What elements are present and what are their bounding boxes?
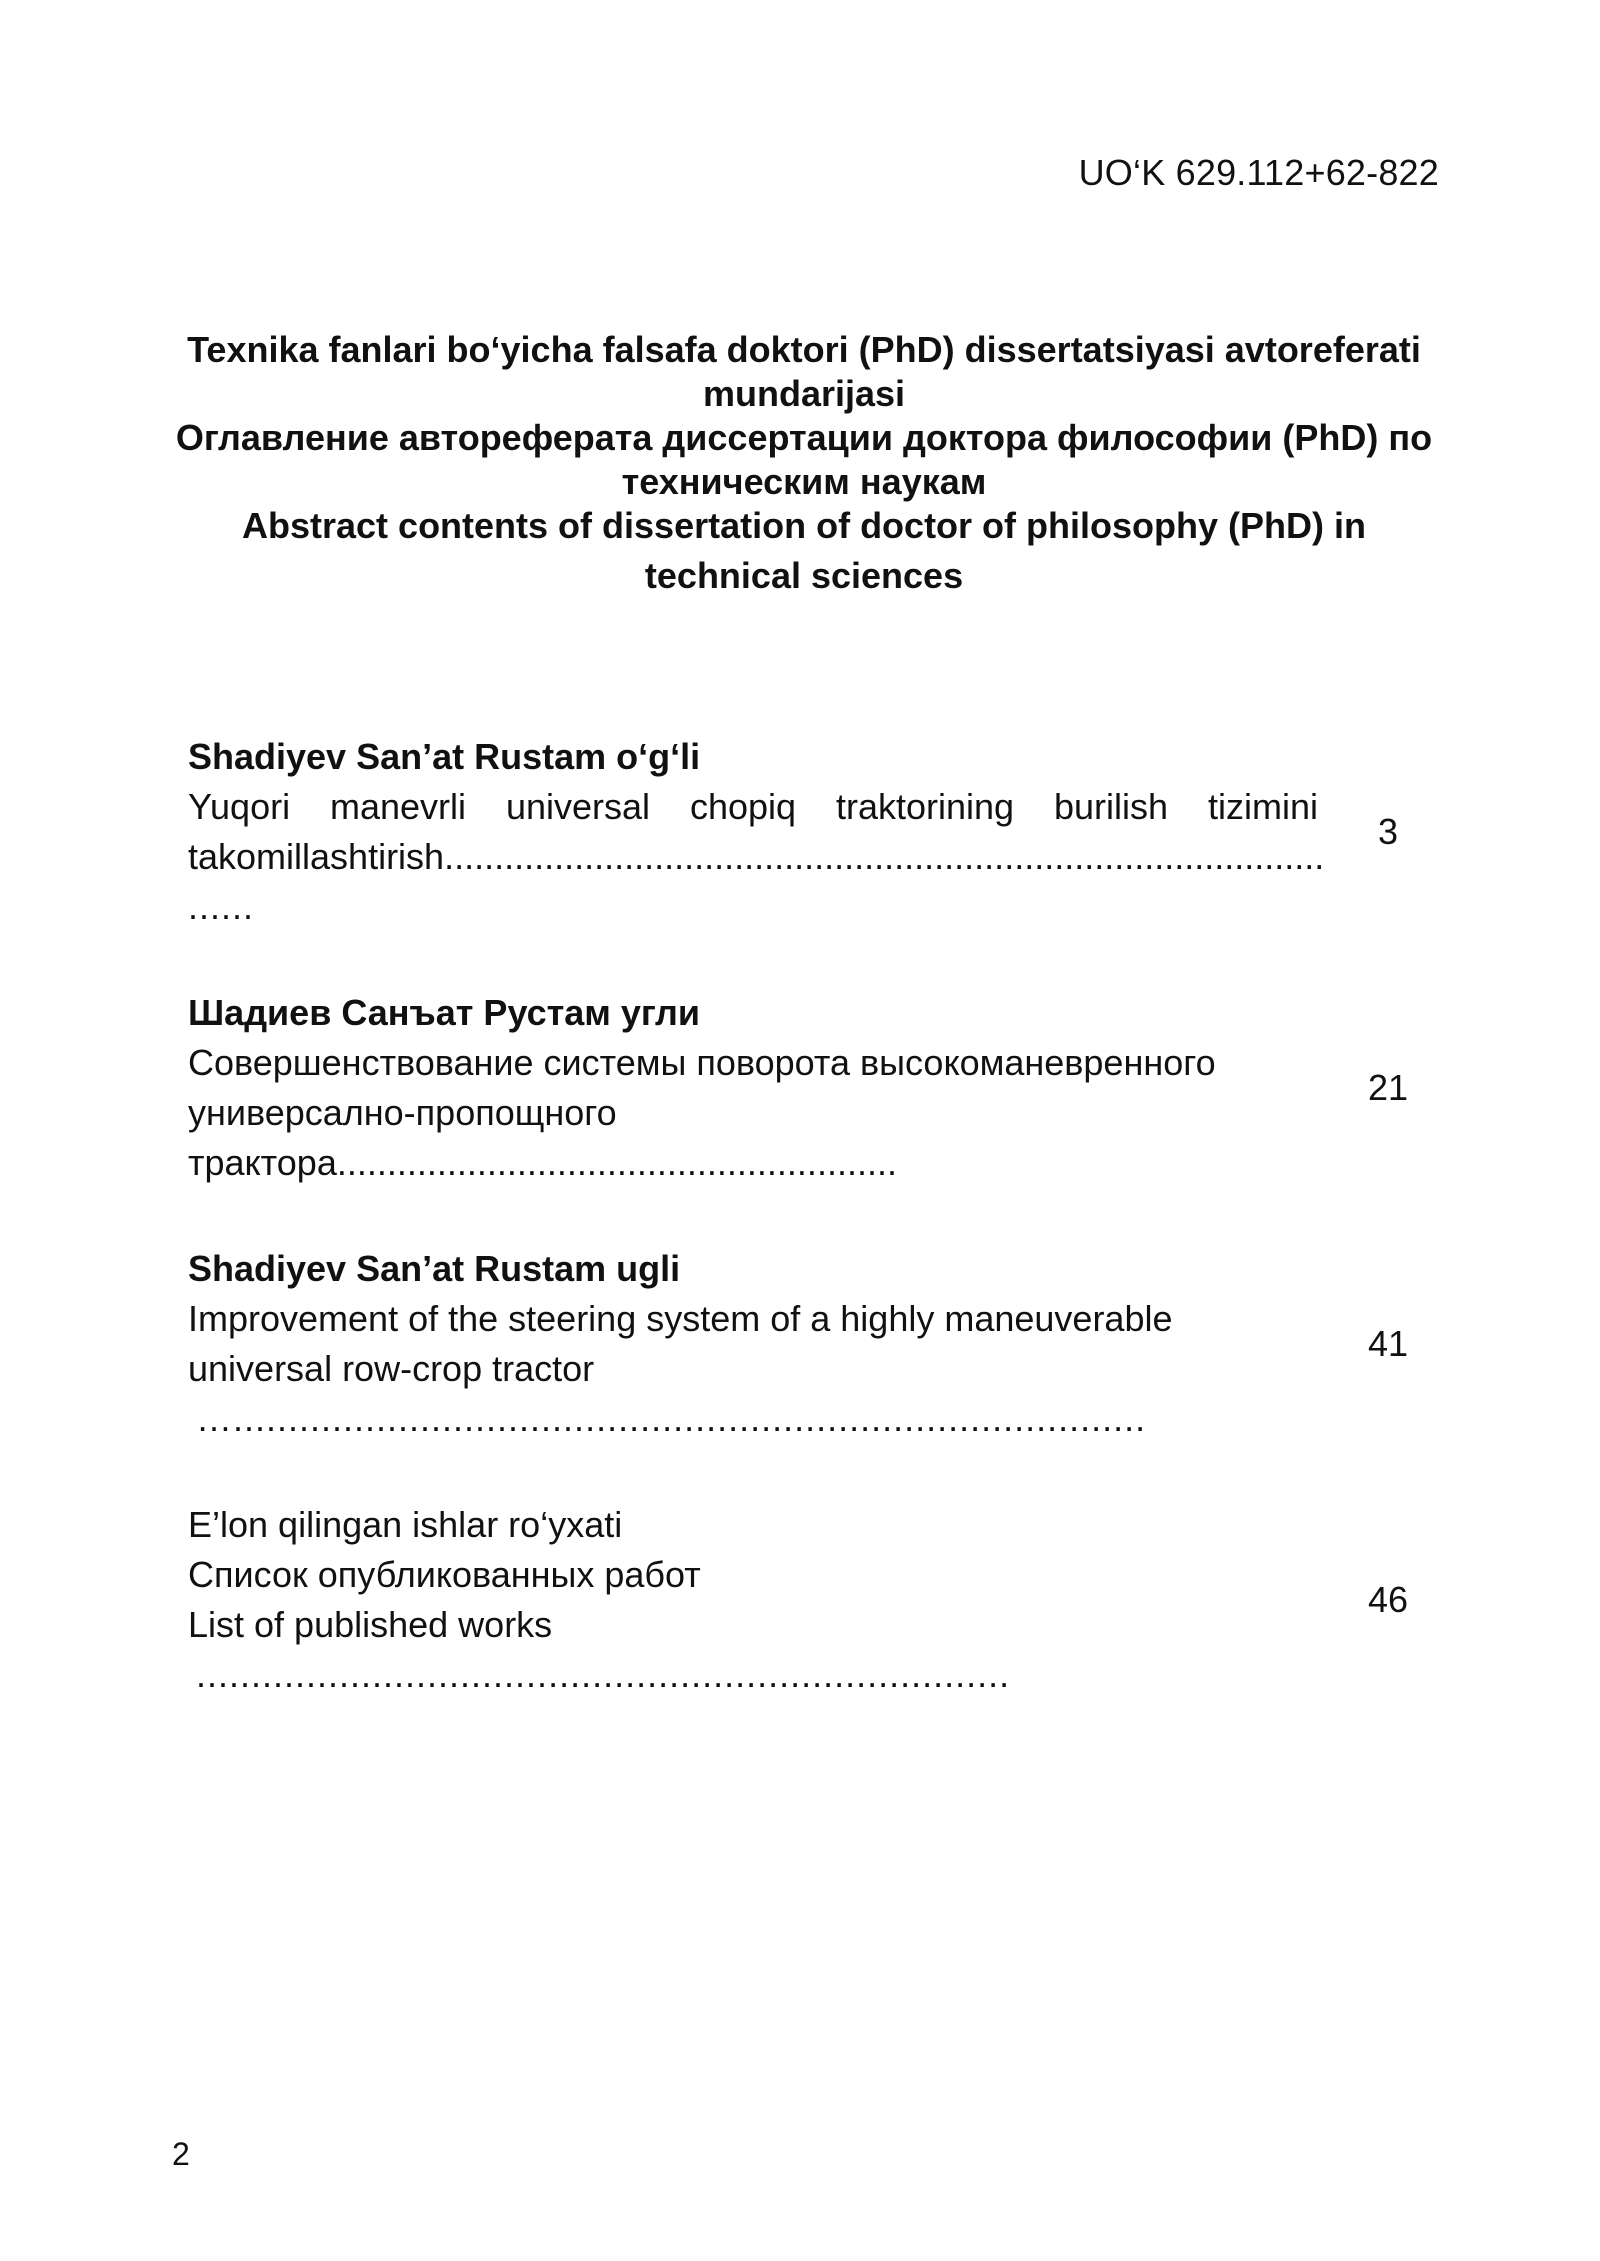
toc-entry-author: Шадиев Санъат Рустам угли xyxy=(188,992,700,1033)
toc-entry-leader-dots: ........................................................ xyxy=(336,1142,897,1183)
toc-entry-title-line1: Improvement of the steering system of a highly maneuverable xyxy=(188,1298,1173,1339)
document-title xyxy=(160,328,1448,598)
toc-entry-text xyxy=(188,988,1318,1188)
page-number: 2 xyxy=(172,2136,190,2172)
toc-entry-author: Shadiyev San’at Rustam o‘g‘li xyxy=(188,736,701,777)
toc-entry-title-line2: универсално-пропощного xyxy=(188,1092,617,1133)
title-uz-line1: Texnika fanlari bo‘yicha falsafa doktori (PhD) dissertatsiyasi avtoreferati xyxy=(187,329,1421,370)
toc-entry-page: 3 xyxy=(1377,811,1399,852)
toc-entry-title-line3 xyxy=(188,1138,1318,1188)
toc-entry-leader-dots-continued: ...... xyxy=(188,886,255,927)
toc-entry-text xyxy=(188,732,1325,932)
toc-entry-uz[interactable] xyxy=(188,732,1428,932)
toc-publications-uz: E’lon qilingan ishlar ro‘yxati xyxy=(188,1504,623,1545)
toc-entry-title xyxy=(188,782,1325,882)
toc-entry-leader-dots: ........................................................................................ xyxy=(444,836,1325,877)
toc-entry-leader-dots: …................................................................................... xyxy=(196,1398,1147,1439)
toc-publications-ru: Список опубликованных работ xyxy=(188,1554,701,1595)
title-uz-line2: mundarijasi xyxy=(702,373,906,414)
toc-entry-title-text: Yuqori manevrli universal chopiq traktorining burilish tizimini takomillashtirish xyxy=(188,786,1318,877)
toc-entry-page: 41 xyxy=(1367,1323,1409,1364)
toc-entry-page: 21 xyxy=(1367,1067,1409,1108)
toc-entry-leader-dots: .......................................................................... xyxy=(196,1654,1011,1695)
toc-entry-en[interactable] xyxy=(188,1244,1428,1444)
title-en-line1: Abstract contents of dissertation of doctor of philosophy (PhD) in xyxy=(242,505,1366,546)
table-of-contents xyxy=(188,732,1428,1756)
toc-publications-en: List of published works xyxy=(188,1604,553,1645)
toc-entry-page: 46 xyxy=(1367,1579,1409,1620)
toc-entry-text xyxy=(188,1500,1318,1700)
toc-entry-author: Shadiyev San’at Rustam ugli xyxy=(188,1248,681,1289)
udk-code: UO‘K 629.112+62-822 xyxy=(1078,152,1439,193)
toc-entry-text xyxy=(188,1244,1318,1444)
title-en-line2: technical sciences xyxy=(644,555,964,596)
toc-entry-title-line2: universal row-crop tractor xyxy=(188,1348,595,1389)
toc-entry-ru[interactable] xyxy=(188,988,1428,1188)
toc-entry-title-text: трактора xyxy=(188,1142,337,1183)
title-ru-line1: Оглавление автореферата диссертации доктора философии (PhD) по xyxy=(175,417,1433,458)
toc-entry-title-line1: Совершенствование системы поворота высокоманевренного xyxy=(188,1042,1216,1083)
title-ru-line2: техническим наукам xyxy=(621,461,987,502)
toc-entry-publications[interactable] xyxy=(188,1500,1428,1700)
